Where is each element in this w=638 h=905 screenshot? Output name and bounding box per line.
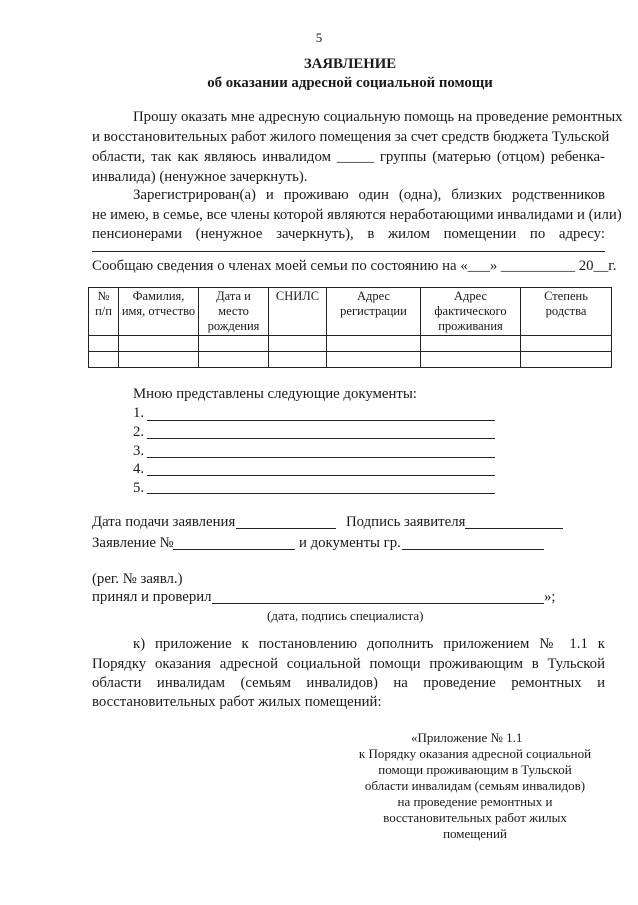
para1-line-1: Прошу оказать мне адресную социальную помощь на проведение ремонтных <box>133 109 623 125</box>
signature-label: Подпись заявителя <box>346 514 466 530</box>
appendix-line-1: «Приложение № 1.1 <box>411 730 523 745</box>
table-header-row <box>89 288 612 336</box>
header-relationship: Степень родства <box>521 288 612 336</box>
para1-line-2: и восстановительных работ жилого помещения за счет средств бюджета Тульской <box>92 129 610 145</box>
submission-date-label: Дата подачи заявления <box>92 514 236 530</box>
appendix-line-4: области инвалидам (семьям инвалидов) <box>364 778 586 793</box>
documents-gr-line <box>402 549 544 550</box>
para1-line-3: области, так как являюсь инвалидом _____ группы (матерью (отцом) ребенка- <box>92 149 605 165</box>
reg-number-label: (рег. № заявл.) <box>92 571 183 587</box>
documents-intro: Мною представлены следующие документы: <box>133 386 417 402</box>
page-number: 5 <box>315 30 323 45</box>
amendment-line-4: восстановительных работ жилых помещений: <box>92 694 382 710</box>
documents-gr-label: и документы гр. <box>299 535 401 551</box>
document-item-2: 2. <box>133 424 145 440</box>
submission-date-line <box>236 528 336 529</box>
document-subtitle: об оказании адресной социальной помощи <box>207 75 493 91</box>
document-line-4 <box>147 475 495 476</box>
header-full-name: Фамилия, имя, отчество <box>119 288 199 336</box>
table-row <box>89 336 612 352</box>
accepted-end: »; <box>544 589 556 605</box>
accepted-line <box>212 603 544 604</box>
document-line-1 <box>147 420 495 421</box>
para2-line-1: Зарегистрирован(а) и проживаю один (одна), близких родственников <box>133 187 605 203</box>
para2-line-3: пенсионерами (ненужное зачеркнуть), в жилом помещении по адресу: <box>92 226 605 242</box>
appendix-line-6: восстановительных работ жилых <box>383 810 567 825</box>
document-line-3 <box>147 457 495 458</box>
header-actual-address: Адрес фактического проживания <box>421 288 521 336</box>
amendment-line-3: области инвалидам (семьям инвалидов) на проведение ремонтных и <box>92 675 605 691</box>
family-members-table <box>88 287 612 368</box>
header-birth-date-place: Дата и место рождения <box>199 288 269 336</box>
document-line-2 <box>147 438 495 439</box>
appendix-line-2: к Порядку оказания адресной социальной <box>358 746 592 761</box>
header-number: № п/п <box>89 288 119 336</box>
header-snils: СНИЛС <box>269 288 327 336</box>
document-title: ЗАЯВЛЕНИЕ <box>303 56 397 72</box>
specialist-caption: (дата, подпись специалиста) <box>267 608 424 623</box>
header-registration-address: Адрес регистрации <box>327 288 421 336</box>
accepted-label: принял и проверил <box>92 589 212 605</box>
family-info-line: Сообщаю сведения о членах моей семьи по состоянию на «___» __________ 20__г. <box>92 258 617 274</box>
document-item-1: 1. <box>133 405 145 421</box>
application-number-line <box>173 549 295 550</box>
appendix-line-3: помощи проживающим в Тульской <box>378 762 572 777</box>
document-item-4: 4. <box>133 461 145 477</box>
amendment-line-1: к) приложение к постановлению дополнить приложением № 1.1 к <box>133 636 605 652</box>
signature-line <box>465 528 563 529</box>
document-item-5: 5. <box>133 480 145 496</box>
table-row <box>89 352 612 368</box>
para2-line-2: не имею, в семье, все члены которой являются неработающими инвалидами и (или) <box>92 207 622 223</box>
document-line-5 <box>147 493 495 494</box>
amendment-line-2: Порядку оказания адресной социальной помощи проживающим в Тульской <box>92 656 605 672</box>
para1-line-4: инвалида) (ненужное зачеркнуть). <box>92 169 308 185</box>
appendix-line-7: помещений <box>443 826 507 841</box>
address-line <box>92 251 605 252</box>
document-item-3: 3. <box>133 443 145 459</box>
appendix-line-5: на проведение ремонтных и <box>397 794 553 809</box>
application-number-label: Заявление № <box>92 535 174 551</box>
